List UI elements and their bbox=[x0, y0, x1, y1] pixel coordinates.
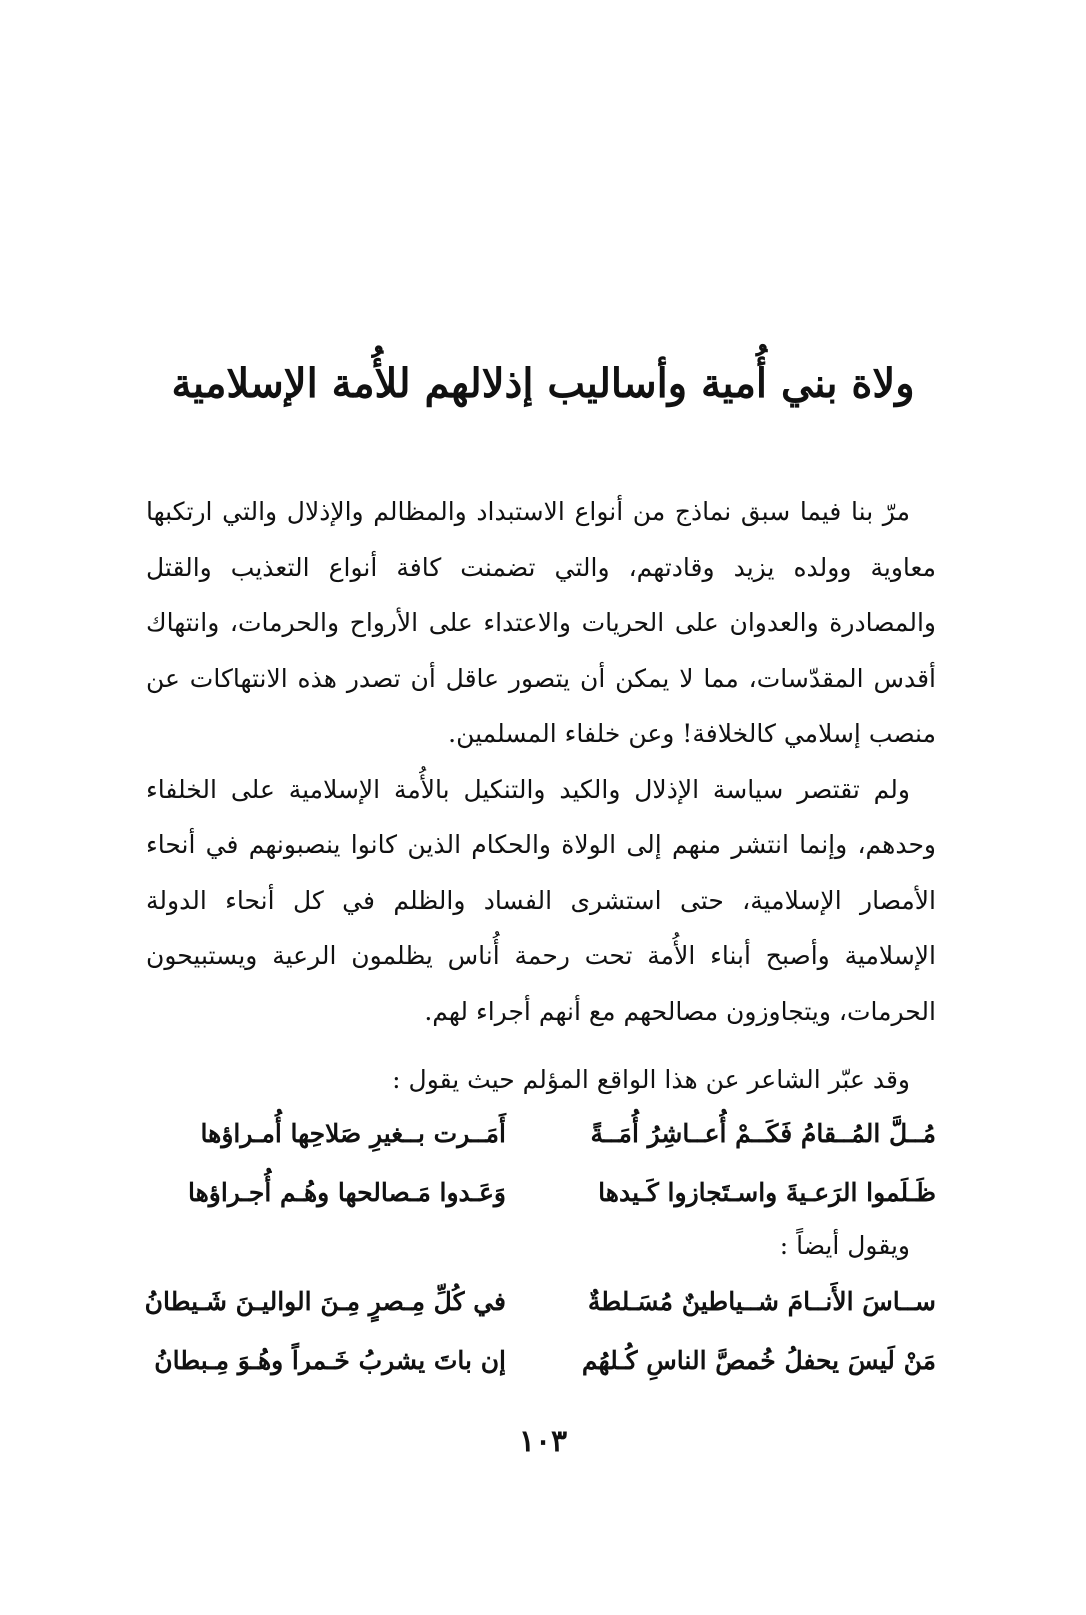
verse-second-hemistich: في كُلِّ مِـصرٍ مِـنَ الواليـنَ شَـيطانُ bbox=[144, 1287, 506, 1316]
verse-second-hemistich: أَمَــرت بــغيرِ صَلاحِها أُمـراؤها bbox=[200, 1119, 506, 1148]
verse bbox=[146, 1163, 936, 1222]
paragraph-2: ولم تقتصر سياسة الإذلال والكيد والتنكيل بالأُمة الإسلامية على الخلفاء وحدهم، وإنما انتشر منهم إلى الولاة والحكام الذين كانوا ينصبونهم في أنحاء الأمصار الإسلامية، حتى استشرى الفساد والظلم في كل أنحاء الدولة الإسلامية وأصبح أبناء الأُمة تحت رحمة أُناس يظلمون الرعية ويستبيحون الحرمات، ويتجاوزون مصالحهم مع أنهم أجراء لهم. bbox=[146, 774, 936, 1026]
poem-block-2 bbox=[146, 1272, 936, 1390]
verse bbox=[146, 1104, 936, 1163]
verse-first-hemistich: ســاسَ الأَنــامَ شــياطينٌ مُسَـلطةٌ bbox=[587, 1287, 936, 1316]
verse-second-hemistich: إن باتَ يشربُ خَـمراً وهُـوَ مِـبطانُ bbox=[154, 1346, 506, 1375]
paragraph-1: مرّ بنا فيما سبق نماذج من أنواع الاستبداد والمظالم والإذلال والتي ارتكبها معاوية وولده يزيد وقادتهم، والتي تضمنت كافة أنواع التعذيب والقتل والمصادرة والعدوان على الحريات والاعتداء على الأرواح والحرمات، وانتهاك أقدس المقدّسات، مما لا يمكن أن يتصور عاقل أن تصدر هذه الانتهاكات عن منصب إسلامي كالخلافة! وعن خلفاء المسلمين. bbox=[146, 497, 936, 748]
poem-intro-2: ويقول أيضاً : bbox=[779, 1231, 910, 1260]
poem-block-1 bbox=[146, 1104, 936, 1222]
poem-intro-1: وقد عبّر الشاعر عن هذا الواقع المؤلم حيث يقول : bbox=[392, 1065, 910, 1094]
verse-second-hemistich: وَعَـدوا مَـصالحها وهُـم أُجـراؤها bbox=[187, 1178, 506, 1207]
chapter-title: ولاة بني أُمية وأساليب إذلالهم للأُمة الإسلامية bbox=[171, 360, 915, 407]
body-text bbox=[146, 484, 936, 1039]
page-number: ١٠٣ bbox=[518, 1424, 568, 1459]
verse-first-hemistich: مَنْ لَيسَ يحفلُ خُمصَّ الناسِ كُـلهُم bbox=[581, 1346, 936, 1375]
verse bbox=[146, 1331, 936, 1390]
verse bbox=[146, 1272, 936, 1331]
verse-first-hemistich: مُــلَّ المُــقامُ فَكَــمْ أُعــاشِرُ أُمَــةً bbox=[590, 1119, 936, 1148]
verse-first-hemistich: ظَـلَموا الرَعـيةَ واسـتَجازوا كَـيدها bbox=[598, 1178, 936, 1207]
